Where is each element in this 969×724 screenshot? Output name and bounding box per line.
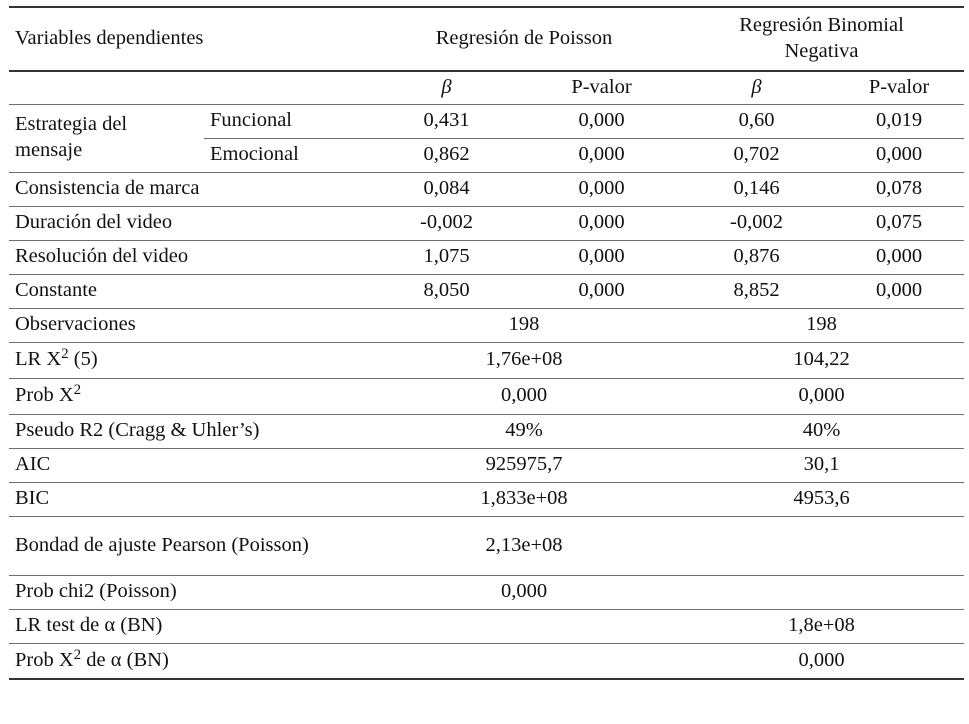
row-label-estrategia: Estrategia del mensaje (9, 104, 204, 172)
cell-value: 0,431 (369, 104, 524, 138)
cell-value: 0,862 (423, 143, 470, 166)
regression-table (9, 6, 964, 680)
cell-value: 0,146 (733, 177, 780, 200)
table-row (9, 575, 964, 609)
header-poisson: Regresión de Poisson (435, 27, 613, 50)
cell-value: 0,000 (578, 143, 625, 166)
table-row (9, 308, 964, 342)
cell-value: 0,000 (500, 384, 548, 407)
cell-value: 0,075 (875, 211, 923, 234)
table-subheader-row (9, 71, 964, 104)
cell-value: -0,002 (730, 211, 783, 234)
cell-value: 104,22 (793, 348, 850, 371)
cell-value: 0,000 (578, 279, 625, 302)
table-row (9, 240, 964, 274)
cell-value: 198 (806, 313, 837, 336)
table-row (9, 609, 964, 643)
cell-value: 4953,6 (793, 487, 850, 510)
cell-value: 49% (505, 419, 543, 442)
row-label-emocional: Emocional (210, 143, 299, 166)
row-label-pseudo: Pseudo R2 (Cragg & Uhler’s) (15, 419, 260, 442)
cell-value: 0,60 (679, 104, 834, 138)
cell-value: 1,8e+08 (788, 614, 855, 637)
cell-value: 1,075 (423, 245, 470, 268)
row-label-consistencia: Consistencia de marca (15, 177, 200, 200)
cell-value: 40% (802, 419, 841, 442)
table-row (9, 104, 964, 138)
header-pvalue-poisson: P-valor (571, 75, 632, 98)
cell-value: 0,000 (578, 177, 625, 200)
cell-value: 0,000 (798, 648, 845, 671)
cell-value: 0,000 (578, 211, 625, 234)
cell-value: 8,050 (423, 279, 470, 302)
row-label-prob: Prob $X^2$ (15, 382, 82, 407)
cell-value: -0,002 (420, 211, 473, 234)
table-row (9, 482, 964, 516)
row-label-bondad: Bondad de ajuste Pearson (Poisson) (15, 533, 309, 556)
cell-value: 1,833e+08 (480, 487, 568, 510)
cell-value: 925975,7 (485, 453, 563, 476)
table-row (9, 414, 964, 448)
table-row (9, 342, 964, 378)
row-label-resolucion: Resolución del video (15, 245, 189, 268)
row-label-aic: AIC (15, 453, 51, 476)
cell-value: 30,1 (803, 453, 840, 476)
cell-value: 0,000 (875, 279, 923, 302)
cell-value: 0,000 (500, 580, 548, 603)
cell-value: 2,13e+08 (485, 533, 563, 556)
cell-value: 0,000 (578, 245, 625, 268)
cell-value: 0,702 (733, 143, 780, 166)
row-label-probchi: Prob chi2 (Poisson) (15, 580, 177, 603)
row-label-probalpha: Prob $X^2$ de α (BN) (15, 646, 169, 671)
table-header-row (9, 7, 964, 71)
cell-value: 8,852 (733, 279, 780, 302)
row-label-lrtest: LR test de α (BN) (15, 614, 163, 637)
header-variables: Variables dependientes (15, 27, 204, 50)
table-row (9, 448, 964, 482)
cell-value: 0,000 (875, 143, 923, 166)
table-row (9, 172, 964, 206)
cell-value: 0,019 (834, 104, 964, 138)
header-beta-binomial: β (751, 75, 762, 98)
cell-value: 0,084 (423, 177, 470, 200)
table-row (9, 274, 964, 308)
header-pvalue-binomial: P-valor (868, 75, 930, 98)
row-label-lr: LR $X^2$ (5) (15, 346, 98, 371)
cell-value: 0,876 (733, 245, 780, 268)
header-binomial: Regresión Binomial Negativa (739, 14, 904, 62)
header-beta-poisson: β (441, 75, 452, 98)
row-label-observaciones: Observaciones (15, 313, 136, 336)
table-row (9, 516, 964, 575)
table-row (9, 378, 964, 414)
cell-value: 198 (508, 313, 540, 336)
cell-value: 0,000 (798, 384, 845, 407)
cell-value: 0,078 (875, 177, 923, 200)
row-label-constante: Constante (15, 279, 97, 302)
cell-value: 0,000 (524, 104, 679, 138)
cell-value: 0,000 (875, 245, 923, 268)
cell-value: 1,76e+08 (485, 348, 563, 371)
table-row (9, 206, 964, 240)
row-label-funcional: Funcional (204, 104, 369, 138)
table-row (9, 643, 964, 679)
row-label-bic: BIC (15, 487, 50, 510)
row-label-duracion: Duración del video (15, 211, 173, 234)
